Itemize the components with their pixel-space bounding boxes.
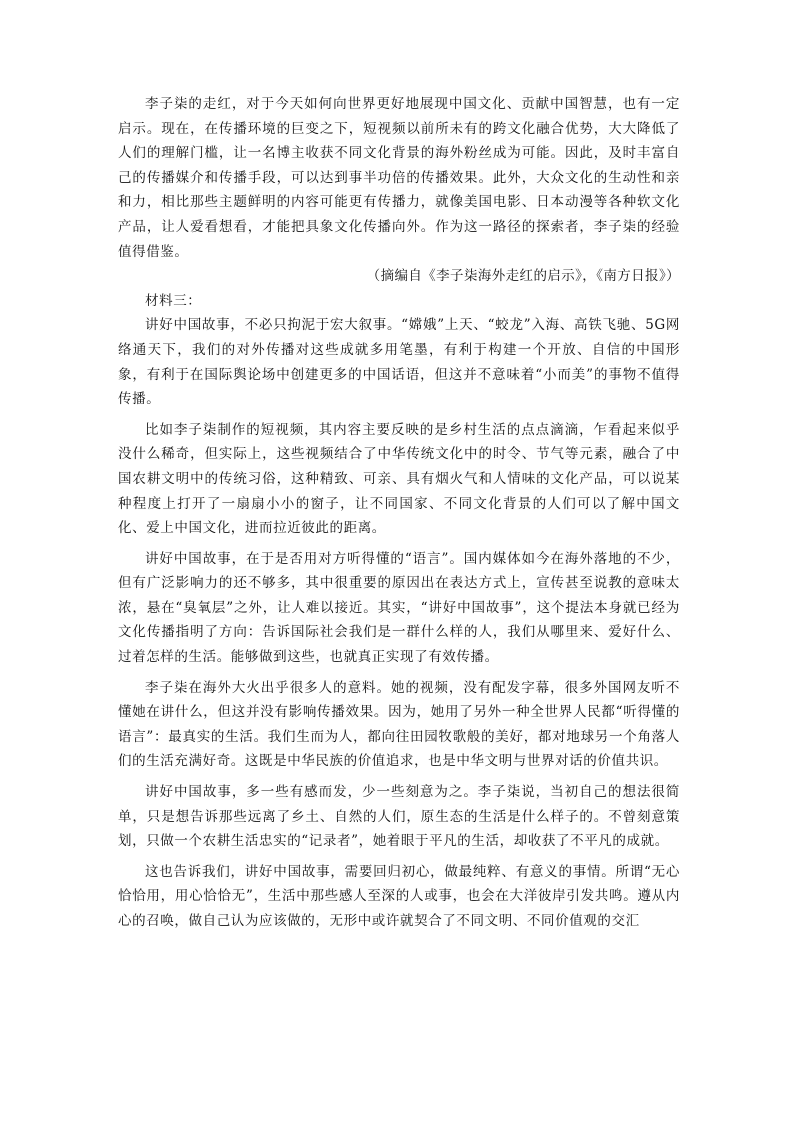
document-body — [118, 92, 680, 934]
paragraph: 这也告诉我们，讲好中国故事，需要回归初心，做最纯粹、有意义的事情。所谓“无心恰恰用，用心恰恰无”，生活中那些感人至深的人或事，也会在大洋彼岸引发共鸣。遵从内心的召唤，做自己认为应该做的，无形中或许就契合了不同文明、不同价值观的交汇 — [118, 863, 680, 929]
paragraph-intro: 李子柒的走红，对于今天如何向世界更好地展现中国文化、贡献中国智慧，也有一定启示。现在，在传播环境的巨变之下，短视频以前所未有的跨文化融合优势，大大降低了人们的理解门槛，让一名博主收获不同文化背景的海外粉丝成为可能。因此，及时丰富自己的传播媒介和传播手段，可以达到事半功倍的传播效果。此外，大众文化的生动性和亲和力，相比那些主题鲜明的内容可能更有传播力，就像美国电影、日本动漫等各种软文化产品，让人爱看想看，才能把具象文化传播向外。作为这一路径的探索者，李子柒的经验值得借鉴。 — [118, 96, 680, 260]
paragraph: 讲好中国故事，在于是否用对方听得懂的“语言”。国内媒体如今在海外落地的不少，但有广泛影响力的还不够多，其中很重要的原因出在表达方式上，宣传甚至说教的意味太浓，悬在“臭氧层”之外，让人难以接近。其实，“讲好中国故事”，这个提法本身就已经为文化传播指明了方向：告诉国际社会我们是一群什么样的人，我们从哪里来、爱好什么、过着怎样的生活。能够做到这些，也就真正实现了有效传播。 — [118, 550, 680, 666]
section-heading: 材料三： — [145, 292, 202, 309]
paragraph: 李子柒在海外大火出乎很多人的意料。她的视频，没有配发字幕，很多外国网友听不懂她在讲什么，但这并没有影响传播效果。因为，她用了另外一种全世界人民都“听得懂的语言”：最真实的生活。我们生而为人，都向往田园牧歌般的美好，都对地球另一个角落人们的生活充满好奇。这既是中华民族的价值追求，也是中华文明与世界对话的价值共识。 — [118, 679, 680, 770]
paragraph: 讲好中国故事，不必只拘泥于宏大叙事。“嫦娥”上天、“蛟龙”入海、高铁飞驰、5G网络通天下，我们的对外传播对这些成就多用笔墨，有利于构建一个开放、自信的中国形象，有利于在国际舆论场中创建更多的中国话语，但这并不意味着“小而美”的事物不值得传播。 — [118, 317, 680, 408]
paragraph: 讲好中国故事，多一些有感而发，少一些刻意为之。李子柒说，当初自己的想法很简单，只是想告诉那些远离了乡土、自然的人们，原生态的生活是什么样子的。不曾刻意策划，只做一个农耕生活忠实的“记录者”，她着眼于平凡的生活，却收获了不平凡的成就。 — [118, 784, 680, 850]
paragraph: 比如李子柒制作的短视频，其内容主要反映的是乡村生活的点点滴滴，乍看起来似乎没什么稀奇，但实际上，这些视频结合了中华传统文化中的时令、节气等元素，融合了中国农耕文明中的传统习俗，这种精致、可亲、具有烟火气和人情味的文化产品，可以说某种程度上打开了一扇扇小小的窗子，让不同国家、不同文化背景的人们可以了解中国文化、爱上中国文化，进而拉近彼此的距离。 — [118, 421, 680, 537]
source-citation: （摘编自《李子柒海外走红的启示》，《南方日报》） — [366, 268, 680, 285]
